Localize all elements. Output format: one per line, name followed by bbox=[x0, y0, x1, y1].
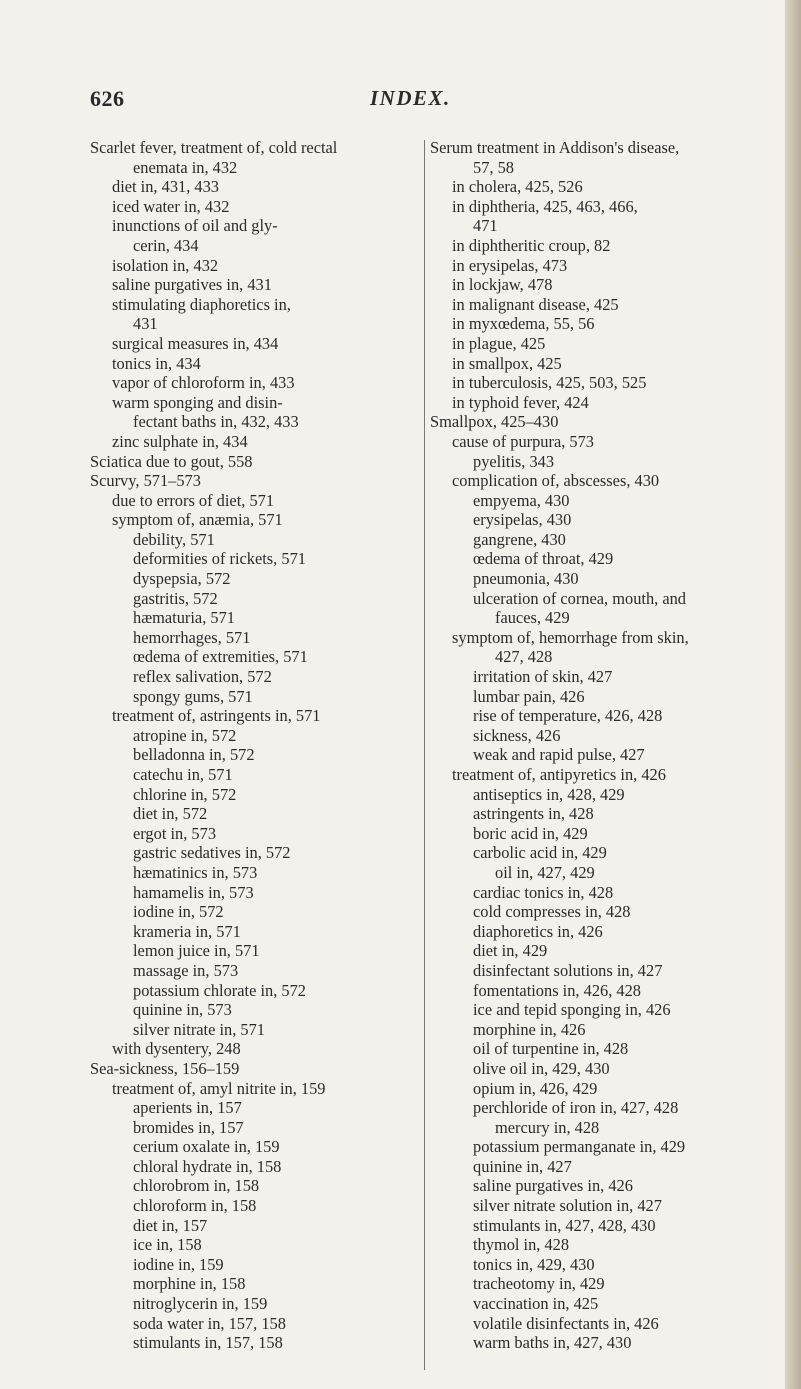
index-entry: iodine in, 572 bbox=[133, 902, 224, 922]
index-entry: lemon juice in, 571 bbox=[133, 941, 260, 961]
index-column-left bbox=[90, 138, 420, 1353]
index-entry: complication of, abscesses, 430 bbox=[452, 471, 660, 491]
index-entry: astringents in, 428 bbox=[473, 804, 594, 824]
index-entry: in diphtheria, 425, 463, 466, bbox=[452, 196, 638, 216]
index-entry: surgical measures in, 434 bbox=[112, 333, 279, 353]
index-entry: erysipelas, 430 bbox=[473, 510, 572, 530]
index-entry: irritation of skin, 427 bbox=[473, 667, 613, 687]
index-entry: stimulants in, 427, 428, 430 bbox=[473, 1215, 656, 1235]
index-entry: carbolic acid in, 429 bbox=[473, 843, 607, 863]
index-entry: warm baths in, 427, 430 bbox=[473, 1333, 632, 1353]
index-entry: weak and rapid pulse, 427 bbox=[473, 745, 645, 765]
index-entry: pyelitis, 343 bbox=[473, 451, 555, 471]
index-entry: lumbar pain, 426 bbox=[473, 686, 585, 706]
index-entry: Scurvy, 571–573 bbox=[90, 471, 201, 491]
index-entry: gastric sedatives in, 572 bbox=[133, 843, 291, 863]
index-entry: chlorobrom in, 158 bbox=[133, 1176, 260, 1196]
index-entry: Sciatica due to gout, 558 bbox=[90, 451, 253, 471]
index-entry: ice and tepid sponging in, 426 bbox=[473, 1000, 671, 1020]
index-entry: enemata in, 432 bbox=[133, 157, 238, 177]
index-entry: spongy gums, 571 bbox=[133, 686, 253, 706]
index-entry: fauces, 429 bbox=[495, 608, 570, 628]
index-entry: Scarlet fever, treatment of, cold rectal bbox=[90, 138, 338, 157]
running-title: INDEX. bbox=[370, 86, 451, 110]
index-entry: iced water in, 432 bbox=[112, 196, 230, 216]
index-entry: stimulants in, 157, 158 bbox=[133, 1333, 283, 1353]
index-entry: cerin, 434 bbox=[133, 235, 199, 255]
index-entry: ice in, 158 bbox=[133, 1235, 202, 1255]
index-entry: œdema of throat, 429 bbox=[473, 549, 614, 569]
index-entry: rise of temperature, 426, 428 bbox=[473, 706, 663, 726]
index-entry: oil of turpentine in, 428 bbox=[473, 1039, 629, 1059]
index-entry: 431 bbox=[133, 314, 158, 334]
index-entry: gastritis, 572 bbox=[133, 588, 218, 608]
index-entry: Serum treatment in Addison's disease, bbox=[430, 138, 680, 157]
index-entry: symptom of, hemorrhage from skin, bbox=[452, 627, 689, 647]
index-entry: Smallpox, 425–430 bbox=[430, 412, 559, 432]
index-entry: aperients in, 157 bbox=[133, 1098, 242, 1118]
index-entry: krameria in, 571 bbox=[133, 921, 241, 941]
index-entry: saline purgatives in, 431 bbox=[112, 275, 272, 295]
index-entry: potassium chlorate in, 572 bbox=[133, 980, 306, 1000]
page-number: 626 bbox=[90, 86, 125, 111]
index-entry: hamamelis in, 573 bbox=[133, 882, 254, 902]
index-entry: gangrene, 430 bbox=[473, 529, 566, 549]
index-entry: cause of purpura, 573 bbox=[452, 431, 595, 451]
index-entry: inunctions of oil and gly- bbox=[112, 216, 278, 236]
index-entry: thymol in, 428 bbox=[473, 1235, 570, 1255]
index-entry: in erysipelas, 473 bbox=[452, 255, 568, 275]
index-entry: in myxœdema, 55, 56 bbox=[452, 314, 595, 334]
index-entry: cerium oxalate in, 159 bbox=[133, 1137, 280, 1157]
index-entry: potassium permanganate in, 429 bbox=[473, 1137, 686, 1157]
index-entry: in typhoid fever, 424 bbox=[452, 392, 589, 412]
index-entry: due to errors of diet, 571 bbox=[112, 490, 275, 510]
index-entry: debility, 571 bbox=[133, 529, 215, 549]
index-entry: silver nitrate solution in, 427 bbox=[473, 1196, 662, 1216]
index-entry: with dysentery, 248 bbox=[112, 1039, 241, 1059]
index-entry: diaphoretics in, 426 bbox=[473, 921, 603, 941]
index-entry: olive oil in, 429, 430 bbox=[473, 1058, 610, 1078]
index-entry: pneumonia, 430 bbox=[473, 569, 579, 589]
index-entry: in tuberculosis, 425, 503, 525 bbox=[452, 373, 647, 393]
index-entry: atropine in, 572 bbox=[133, 725, 237, 745]
index-entry: hæmaturia, 571 bbox=[133, 608, 235, 628]
index-entry: in lockjaw, 478 bbox=[452, 275, 553, 295]
index-entry: hæmatinics in, 573 bbox=[133, 862, 258, 882]
index-entry: disinfectant solutions in, 427 bbox=[473, 960, 663, 980]
index-entry: vapor of chloroform in, 433 bbox=[112, 373, 295, 393]
index-entry: belladonna in, 572 bbox=[133, 745, 255, 765]
index-entry: 57, 58 bbox=[473, 157, 514, 177]
index-entry: sickness, 426 bbox=[473, 725, 561, 745]
index-entry: symptom of, anæmia, 571 bbox=[112, 510, 283, 530]
index-entry: œdema of extremities, 571 bbox=[133, 647, 308, 667]
index-entry: iodine in, 159 bbox=[133, 1254, 224, 1274]
index-entry: perchloride of iron in, 427, 428 bbox=[473, 1098, 679, 1118]
index-entry: chloroform in, 158 bbox=[133, 1196, 257, 1216]
index-entry: deformities of rickets, 571 bbox=[133, 549, 306, 569]
index-entry: opium in, 426, 429 bbox=[473, 1078, 598, 1098]
index-entry: zinc sulphate in, 434 bbox=[112, 431, 248, 451]
column-divider bbox=[424, 140, 425, 1370]
index-entry: fectant baths in, 432, 433 bbox=[133, 412, 299, 432]
index-entry: cardiac tonics in, 428 bbox=[473, 882, 614, 902]
index-entry: silver nitrate in, 571 bbox=[133, 1019, 266, 1039]
index-entry: boric acid in, 429 bbox=[473, 823, 588, 843]
index-entry: diet in, 572 bbox=[133, 804, 208, 824]
index-entry: morphine in, 158 bbox=[133, 1274, 246, 1294]
index-entry: volatile disinfectants in, 426 bbox=[473, 1313, 659, 1333]
index-entry: dyspepsia, 572 bbox=[133, 569, 231, 589]
index-entry: in diphtheritic croup, 82 bbox=[452, 235, 611, 255]
index-entry: tonics in, 429, 430 bbox=[473, 1254, 595, 1274]
index-entry: catechu in, 571 bbox=[133, 765, 233, 784]
index-entry: reflex salivation, 572 bbox=[133, 667, 272, 687]
index-entry: soda water in, 157, 158 bbox=[133, 1313, 286, 1333]
index-entry: chlorine in, 572 bbox=[133, 784, 237, 804]
index-entry: hemorrhages, 571 bbox=[133, 627, 251, 647]
index-entry: diet in, 157 bbox=[133, 1215, 208, 1235]
index-entry: antiseptics in, 428, 429 bbox=[473, 784, 625, 804]
index-entry: Sea-sickness, 156–159 bbox=[90, 1058, 240, 1078]
index-entry: treatment of, astringents in, 571 bbox=[112, 706, 321, 726]
index-entry: empyema, 430 bbox=[473, 490, 570, 510]
index-entry: 471 bbox=[473, 216, 498, 236]
index-entry: bromides in, 157 bbox=[133, 1117, 244, 1137]
index-entry: oil in, 427, 429 bbox=[495, 862, 595, 882]
index-entry: diet in, 431, 433 bbox=[112, 177, 219, 197]
index-entry: ergot in, 573 bbox=[133, 823, 217, 843]
index-entry: chloral hydrate in, 158 bbox=[133, 1156, 282, 1176]
index-entry: quinine in, 573 bbox=[133, 1000, 232, 1020]
index-entry: treatment of, amyl nitrite in, 159 bbox=[112, 1078, 326, 1098]
index-entry: treatment of, antipyretics in, 426 bbox=[452, 765, 666, 784]
index-entry: saline purgatives in, 426 bbox=[473, 1176, 633, 1196]
index-entry: in malignant disease, 425 bbox=[452, 294, 619, 314]
index-entry: in plague, 425 bbox=[452, 333, 546, 353]
index-entry: quinine in, 427 bbox=[473, 1156, 572, 1176]
index-entry: tracheotomy in, 429 bbox=[473, 1274, 605, 1294]
page-edge bbox=[785, 0, 801, 1389]
index-entry: warm sponging and disin- bbox=[112, 392, 283, 412]
index-entry: vaccination in, 425 bbox=[473, 1294, 599, 1314]
index-entry: morphine in, 426 bbox=[473, 1019, 586, 1039]
index-entry: cold compresses in, 428 bbox=[473, 902, 631, 922]
index-entry: massage in, 573 bbox=[133, 960, 239, 980]
index-entry: in cholera, 425, 526 bbox=[452, 177, 583, 197]
index-entry: ulceration of cornea, mouth, and bbox=[473, 588, 686, 608]
page-header bbox=[0, 86, 801, 116]
index-entry: mercury in, 428 bbox=[495, 1117, 600, 1137]
index-entry: tonics in, 434 bbox=[112, 353, 201, 373]
index-entry: stimulating diaphoretics in, bbox=[112, 294, 291, 314]
index-entry: in smallpox, 425 bbox=[452, 353, 562, 373]
index-column-right bbox=[430, 138, 760, 1353]
index-entry: isolation in, 432 bbox=[112, 255, 219, 275]
index-entry: diet in, 429 bbox=[473, 941, 548, 961]
index-entry: fomentations in, 426, 428 bbox=[473, 980, 641, 1000]
index-entry: 427, 428 bbox=[495, 647, 553, 667]
index-entry: nitroglycerin in, 159 bbox=[133, 1294, 268, 1314]
